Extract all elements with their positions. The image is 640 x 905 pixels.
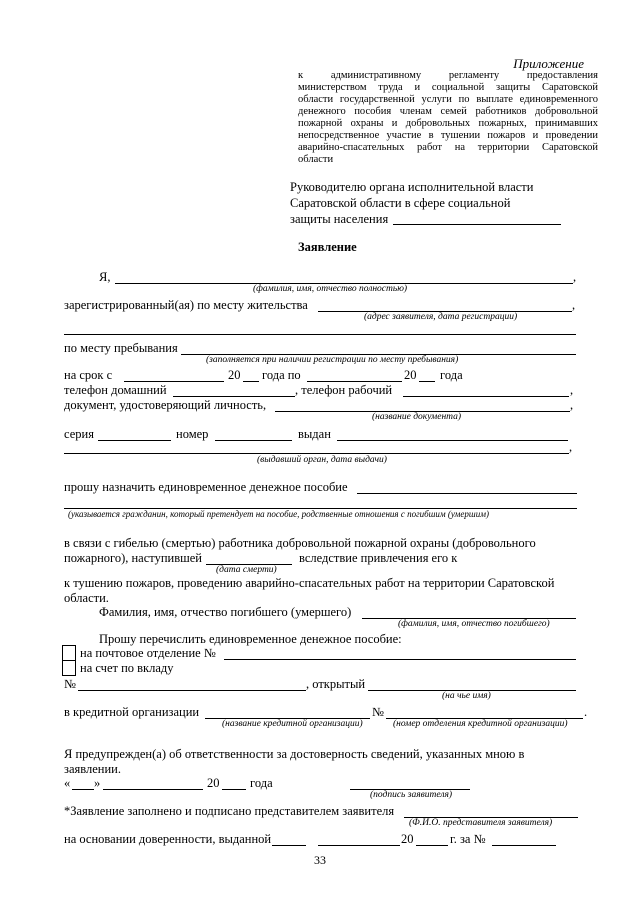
- date-day-field[interactable]: [72, 789, 94, 790]
- caption-signature: (подпись заявителя): [370, 790, 453, 800]
- caption-address: (адрес заявителя, дата регистрации): [364, 312, 518, 322]
- addressee-line-1: Руководителю органа исполнительной власти: [290, 180, 534, 194]
- term-year-1-field[interactable]: [243, 381, 259, 382]
- fire-line-2: области.: [64, 591, 109, 605]
- issued-label: выдан: [298, 427, 331, 441]
- credit-num-label: №: [372, 705, 384, 719]
- page-number: 33: [314, 853, 326, 867]
- account-number-field[interactable]: [78, 690, 306, 691]
- death-line-1: в связи с гибелью (смертью) работника добровольной пожарной охраны (добровольного: [64, 536, 536, 550]
- caption-fio: (фамилия, имя, отчество полностью): [253, 284, 408, 294]
- appendix-description: к административному регламенту предоставления министерством труда и социальной защиты Саратовской области государственной услуги по выплате единовременного денежного пособия членам семей работников добровольной пожарной охраны и добровольных пожарных, принимавших непосредственное участие в тушении пожаров и проведении аварийно-спасательных работ на территории Саратовской области: [298, 70, 598, 165]
- date-month-field[interactable]: [103, 789, 203, 790]
- date-year-label: 20: [207, 776, 220, 790]
- caption-stay: (заполняется при наличии регистрации по месту пребывания): [206, 355, 459, 365]
- caption-death: (дата смерти): [216, 565, 277, 575]
- series-label: серия: [64, 427, 94, 441]
- death-line-2a: пожарного), наступившей: [64, 551, 202, 565]
- series-field[interactable]: [98, 440, 171, 441]
- caption-deceased: (фамилия, имя, отчество погибшего): [398, 619, 550, 629]
- addressee-line-2: Саратовской области в сфере социальной: [290, 196, 511, 210]
- post-label: на почтовое отделение №: [80, 646, 216, 660]
- phone-work-label: , телефон рабочий: [295, 383, 393, 397]
- id-doc-label: документ, удостоверяющий личность,: [64, 398, 267, 412]
- date-year-field[interactable]: [222, 789, 246, 790]
- term-year-word-1: года по: [262, 368, 301, 382]
- proxy-label: на основании доверенности, выданной: [64, 832, 272, 846]
- number-label: номер: [176, 427, 209, 441]
- document-heading: Заявление: [298, 240, 357, 254]
- addressee-line-3: защиты населения: [290, 212, 389, 226]
- date-quote-close: »: [94, 776, 101, 790]
- caption-doc: (название документа): [372, 412, 462, 422]
- proxy-year-field[interactable]: [416, 845, 448, 846]
- term-year-2: 20: [404, 368, 417, 382]
- term-label: на срок с: [64, 368, 113, 382]
- warning-line-2: заявлении.: [64, 762, 121, 776]
- caption-issuer: (выдавший орган, дата выдачи): [257, 455, 387, 465]
- caption-whose: (на чье имя): [442, 691, 491, 701]
- issued-field[interactable]: [337, 440, 568, 441]
- fire-line-1: к тушению пожаров, проведению аварийно-спасательных работ на территории Саратовской: [64, 576, 555, 590]
- caption-credit-branch: (номер отделения кредитной организации): [393, 719, 568, 729]
- address-field-2[interactable]: [64, 334, 576, 335]
- death-line-2b: вследствие привлечения его к: [299, 551, 458, 565]
- transfer-label: Прошу перечислить единовременное денежное пособие:: [99, 632, 402, 646]
- caption-representative: (Ф.И.О. представителя заявителя): [409, 818, 553, 828]
- number-field[interactable]: [215, 440, 292, 441]
- deceased-label: Фамилия, имя, отчество погибшего (умершего): [99, 605, 352, 619]
- i-label: Я,: [99, 270, 111, 284]
- addressee-blank[interactable]: [393, 224, 561, 225]
- term-year-2-field[interactable]: [419, 381, 435, 382]
- comma: ,: [569, 440, 573, 454]
- comma: ,: [573, 270, 577, 284]
- registered-label: зарегистрированный(ая) по месту жительства: [64, 298, 308, 312]
- caption-credit-name: (название кредитной организации): [222, 719, 363, 729]
- stay-label: по месту пребывания: [64, 341, 178, 355]
- proxy-day-field[interactable]: [272, 845, 306, 846]
- warning-line-1: Я предупрежден(а) об ответственности за достоверность сведений, указанных мною в: [64, 747, 525, 761]
- representative-label: *Заявление заполнено и подписано представителем заявителя: [64, 804, 395, 818]
- term-to-field[interactable]: [307, 381, 402, 382]
- credit-org-label: в кредитной организации: [64, 705, 200, 719]
- appendix-title: Приложение: [513, 56, 584, 71]
- phone-work-field[interactable]: [403, 396, 569, 397]
- comma: ,: [570, 398, 574, 412]
- account-checkbox[interactable]: [62, 660, 76, 676]
- opened-label: , открытый: [306, 677, 366, 691]
- phone-home-field[interactable]: [173, 396, 295, 397]
- proxy-number-field[interactable]: [492, 845, 556, 846]
- caption-request: (указывается гражданин, который претендует на пособие, родственные отношения с погибшим (умершим): [68, 509, 489, 519]
- term-from-field[interactable]: [124, 381, 224, 382]
- comma: ,: [572, 298, 576, 312]
- date-word: года: [250, 776, 273, 790]
- term-year-word-2: года: [440, 368, 463, 382]
- issued-field-2[interactable]: [64, 453, 569, 454]
- request-field[interactable]: [357, 493, 577, 494]
- term-year-1: 20: [228, 368, 241, 382]
- proxy-g-label: г. за №: [450, 832, 486, 846]
- date-quote-open: «: [64, 776, 71, 790]
- post-field[interactable]: [224, 659, 576, 660]
- proxy-year-label: 20: [401, 832, 414, 846]
- comma: ,: [570, 383, 574, 397]
- post-checkbox[interactable]: [62, 645, 76, 661]
- phone-home-label: телефон домашний: [64, 383, 167, 397]
- account-label: на счет по вкладу: [80, 661, 174, 675]
- number-sign: №: [64, 677, 76, 691]
- request-label: прошу назначить единовременное денежное пособие: [64, 480, 348, 494]
- proxy-month-field[interactable]: [318, 845, 400, 846]
- period: .: [584, 705, 588, 719]
